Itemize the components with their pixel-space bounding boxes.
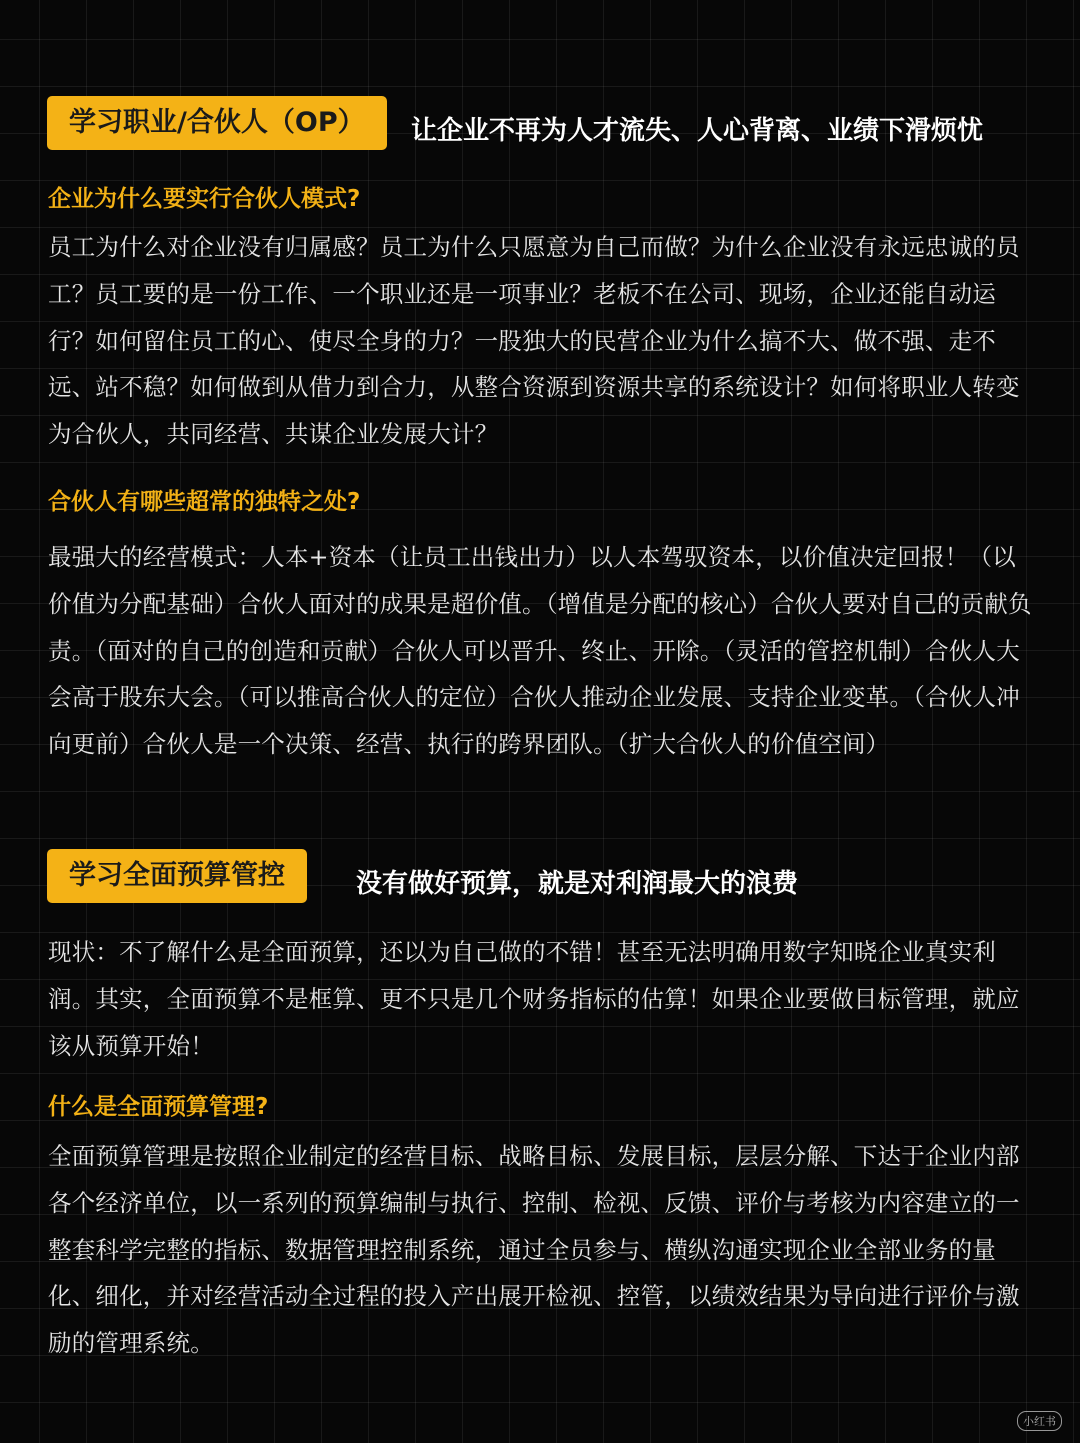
answer-paragraph-why-partner: 员工为什么对企业没有归属感？员工为什么只愿意为自己而做？为什么企业没有永远忠诚的员工？员工要的是一份工作、一个职业还是一项事业？老板不在公司、现场，企业还能自动运行？如何留住员工的心、使尽全身的力？一股独大的民营企业为什么搞不大、做不强、走不远、站不稳？如何做到从借力到合力，从整合资源到资源共享的系统设计？如何将职业人转变为合伙人，共同经营、共谋企业发展大计？	[48, 233, 1020, 449]
answer-paragraph-partner-features: 最强大的经营模式：人本+资本（让员工出钱出力）以人本驾驭资本，以价值决定回报！（以价值为分配基础）合伙人面对的成果是超价值。（增值是分配的核心）合伙人要对自己的贡献负责。（面对的自己的创造和贡献）合伙人可以晋升、终止、开除。（灵活的管控机制）合伙人大会高于股东大会。（可以推高合伙人的定位）合伙人推动企业发展、支持企业变革。（合伙人冲向更前）合伙人是一个决策、经营、执行的跨界团队。（扩大合伙人的价值空间）	[48, 543, 1032, 759]
section-slogan-op: 让企业不再为人才流失、人心背离、业绩下滑烦忧	[411, 116, 984, 146]
question-heading-why-partner: 企业为什么要实行合伙人模式?	[48, 186, 361, 212]
watermark-logo: 小红书	[1017, 1411, 1062, 1431]
section-slogan-budget: 没有做好预算，就是对利润最大的浪费	[356, 869, 799, 899]
section-tag-op: 学习职业/合伙人（OP）	[47, 96, 387, 150]
budget-status-paragraph: 现状：不了解什么是全面预算，还以为自己做的不错！甚至无法明确用数字知晓企业真实利润。其实，全面预算不是框算、更不只是几个财务指标的估算！如果企业要做目标管理，就应该从预算开始！	[48, 938, 1020, 1060]
question-heading-budget-management: 什么是全面预算管理?	[48, 1094, 269, 1120]
answer-paragraph-budget-management: 全面预算管理是按照企业制定的经营目标、战略目标、发展目标，层层分解、下达于企业内部各个经济单位，以一系列的预算编制与执行、控制、检视、反馈、评价与考核为内容建立的一整套科学完整的指标、数据管理控制系统，通过全员参与、横纵沟通实现企业全部业务的量化、细化，并对经营活动全过程的投入产出展开检视、控管，以绩效结果为导向进行评价与激励的管理系统。	[48, 1142, 1020, 1358]
question-heading-partner-features: 合伙人有哪些超常的独特之处?	[48, 489, 361, 515]
section-tag-budget: 学习全面预算管控	[47, 849, 307, 903]
